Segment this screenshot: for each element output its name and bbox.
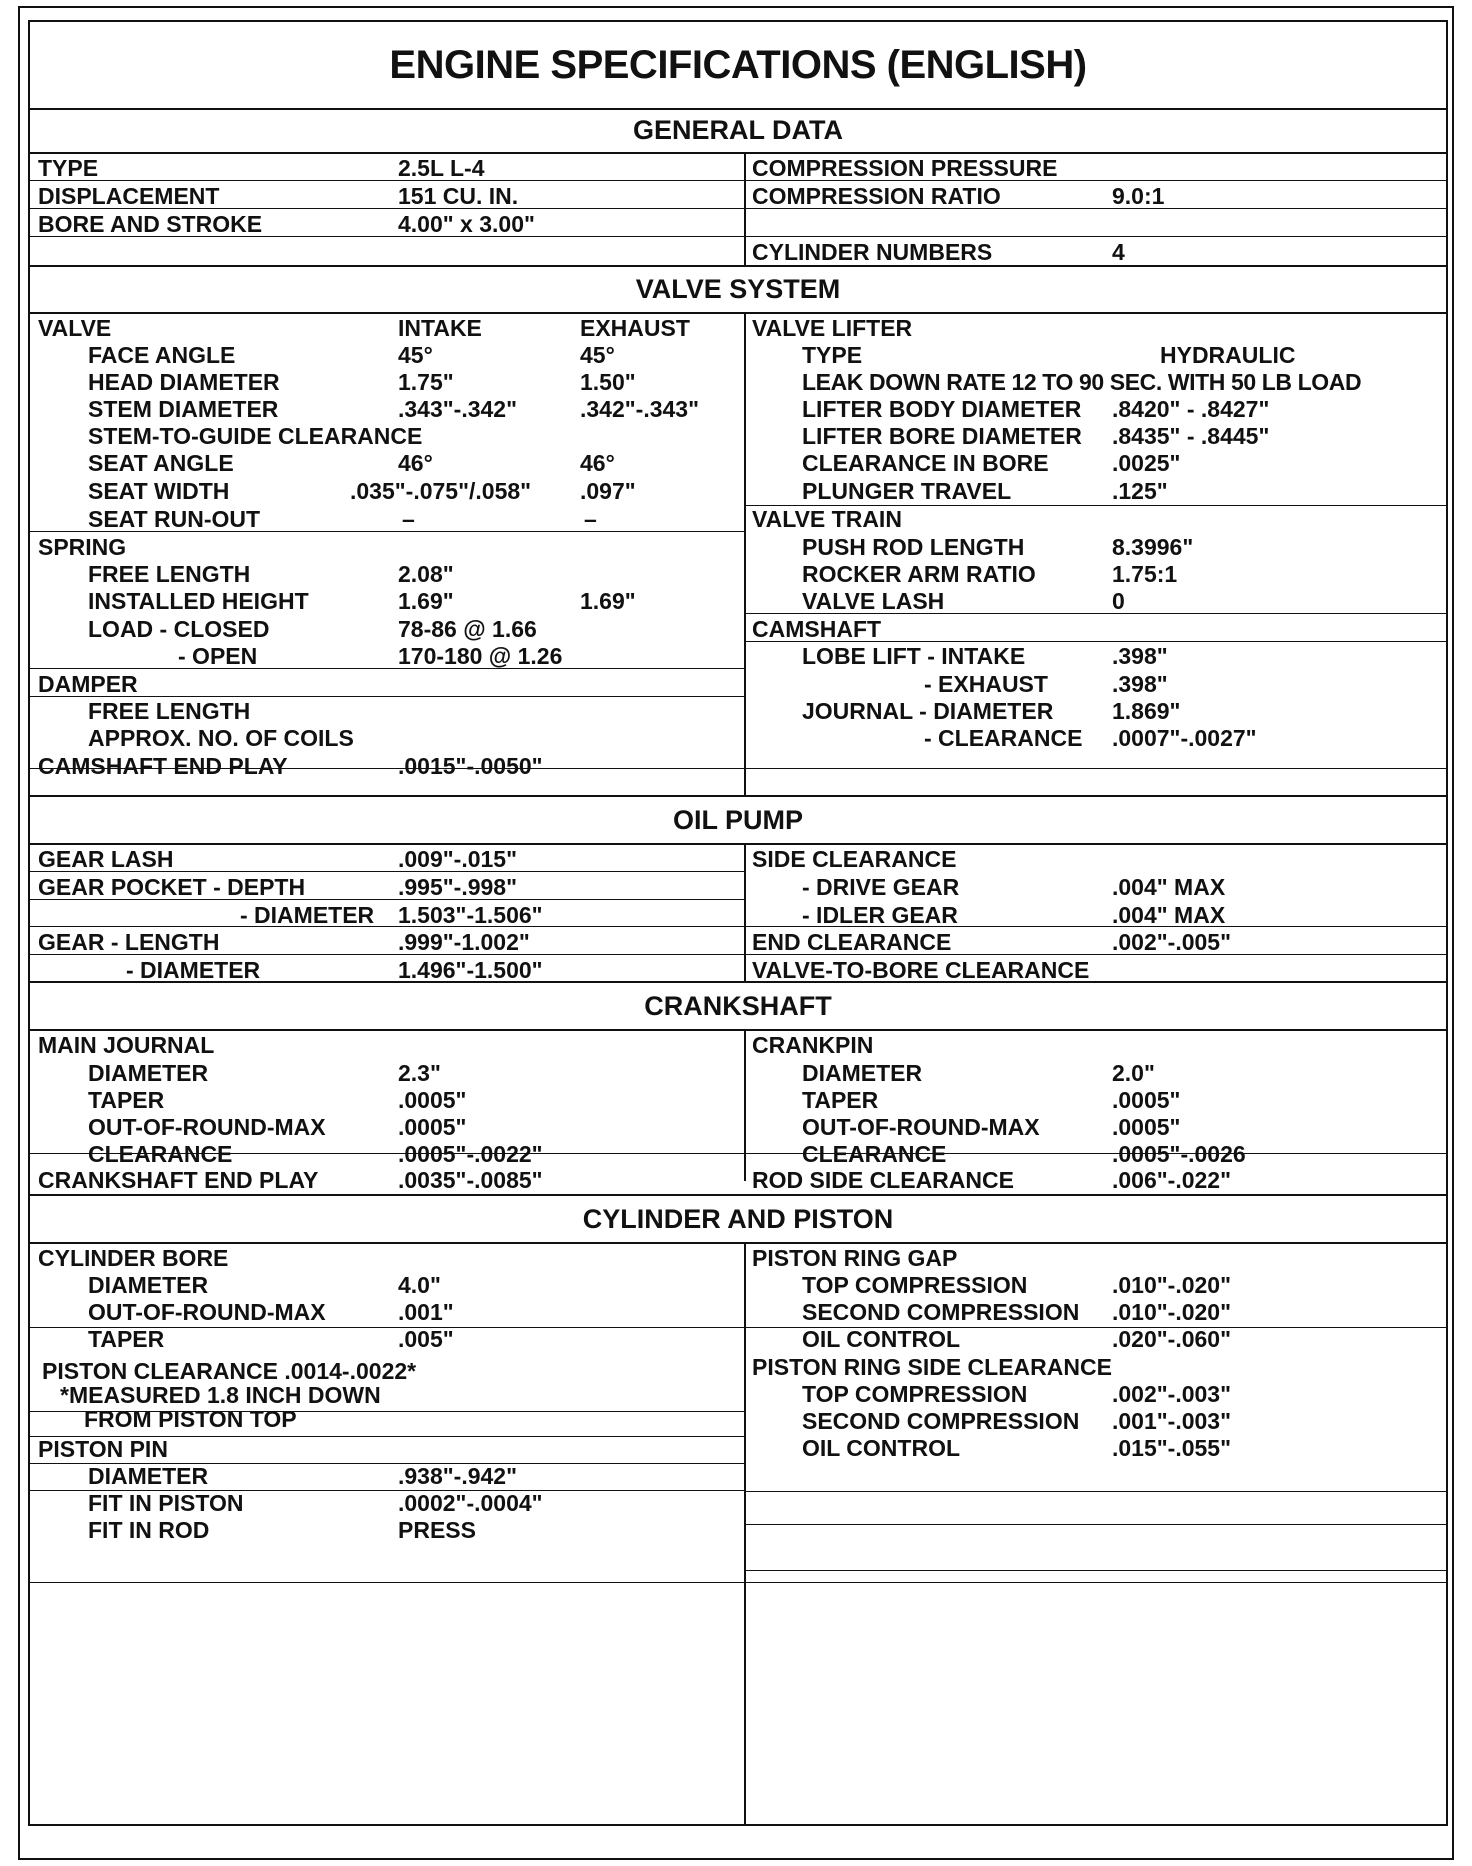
bore-stroke-label: BORE AND STROKE (38, 211, 263, 237)
head-diameter-exhaust: 1.50" (580, 369, 636, 395)
end-clearance-value: .002"-.005" (1112, 929, 1231, 955)
bore-taper-value: .005" (398, 1326, 454, 1352)
bore-diameter-value: 4.0" (398, 1272, 441, 1298)
divider (744, 1029, 746, 1181)
plunger-travel-value: .125" (1112, 478, 1168, 504)
row-rule (744, 1570, 1448, 1571)
seat-angle-label: SEAT ANGLE (88, 450, 234, 476)
row-rule (30, 1582, 1448, 1583)
camshaft-end-play-label: CAMSHAFT END PLAY (38, 753, 288, 779)
divider (744, 312, 746, 796)
spring-free-length-value: 2.08" (398, 561, 454, 587)
valve-lash-label: VALVE LASH (802, 588, 945, 614)
seat-width-exhaust: .097" (580, 478, 636, 504)
journal-clearance-label: - CLEARANCE (924, 725, 1083, 751)
ring-side-clearance-label: PISTON RING SIDE CLEARANCE (752, 1354, 1112, 1380)
bore-stroke-value: 4.00" x 3.00" (398, 211, 535, 237)
side-oil-label: OIL CONTROL (802, 1435, 961, 1461)
row-rule (30, 926, 744, 927)
valve-heading: VALVE SYSTEM (30, 267, 1446, 314)
load-closed-label: LOAD - CLOSED (88, 616, 270, 642)
lifter-body-diameter-label: LIFTER BODY DIAMETER (802, 396, 1082, 422)
gear-lash-value: .009"-.015" (398, 846, 517, 872)
divider (744, 152, 746, 266)
main-diameter-label: DIAMETER (88, 1060, 209, 1086)
drive-gear-label: - DRIVE GEAR (802, 874, 960, 900)
pin-taper-value: .0005" (1112, 1087, 1181, 1113)
spring-free-length-label: FREE LENGTH (88, 561, 251, 587)
piston-pin-label: PISTON PIN (38, 1436, 168, 1462)
load-open-value: 170-180 @ 1.26 (398, 643, 563, 669)
rocker-arm-ratio-value: 1.75:1 (1112, 561, 1178, 587)
pocket-depth-value: .995"-.998" (398, 874, 517, 900)
main-clearance-value: .0005"-.0022" (398, 1141, 543, 1167)
gap-oil-value: .020"-.060" (1112, 1326, 1231, 1352)
intake-header: INTAKE (398, 315, 482, 341)
journal-diameter-value: 1.869" (1112, 698, 1181, 724)
face-angle-exhaust: 45° (580, 342, 615, 368)
row-rule (744, 1491, 1448, 1492)
cylinder-numbers-value: 4 (1112, 239, 1125, 265)
lobe-lift-intake-value: .398" (1112, 643, 1168, 669)
load-open-label: - OPEN (178, 643, 258, 669)
main-clearance-label: CLEARANCE (88, 1141, 233, 1167)
seat-width-label: SEAT WIDTH (88, 478, 230, 504)
main-oor-label: OUT-OF-ROUND-MAX (88, 1114, 326, 1140)
spec-table (28, 20, 1448, 1826)
head-diameter-label: HEAD DIAMETER (88, 369, 280, 395)
seat-runout-intake: – (402, 506, 415, 532)
lifter-type-label: TYPE (802, 342, 863, 368)
lobe-lift-exhaust-value: .398" (1112, 671, 1168, 697)
installed-height-intake: 1.69" (398, 588, 454, 614)
side-top-label: TOP COMPRESSION (802, 1381, 1028, 1407)
main-diameter-value: 2.3" (398, 1060, 441, 1086)
rocker-arm-ratio-label: ROCKER ARM RATIO (802, 561, 1036, 587)
push-rod-length-value: 8.3996" (1112, 534, 1194, 560)
divider (744, 843, 746, 982)
side-top-value: .002"-.003" (1112, 1381, 1231, 1407)
pin-diameter-value: .938"-.942" (398, 1463, 517, 1489)
gap-second-value: .010"-.020" (1112, 1299, 1231, 1325)
load-closed-value: 78-86 @ 1.66 (398, 616, 537, 642)
compression-ratio-value: 9.0:1 (1112, 183, 1165, 209)
journal-clearance-value: .0007"-.0027" (1112, 725, 1257, 751)
fit-in-piston-label: FIT IN PISTON (88, 1490, 244, 1516)
crankpin-label: CRANKPIN (752, 1032, 874, 1058)
spring-label: SPRING (38, 534, 127, 560)
cylinder-numbers-label: CYLINDER NUMBERS (752, 239, 993, 265)
drive-gear-value: .004" MAX (1112, 874, 1226, 900)
bore-oor-label: OUT-OF-ROUND-MAX (88, 1299, 326, 1325)
pocket-diameter-label: - DIAMETER (240, 902, 375, 928)
valve-to-bore-label: VALVE-TO-BORE CLEARANCE (752, 957, 1090, 983)
side-second-value: .001"-.003" (1112, 1408, 1231, 1434)
gap-top-value: .010"-.020" (1112, 1272, 1231, 1298)
lifter-bore-diameter-label: LIFTER BORE DIAMETER (802, 423, 1082, 449)
fit-in-rod-value: PRESS (398, 1517, 476, 1543)
main-oor-value: .0005" (398, 1114, 467, 1140)
coils-label: APPROX. NO. OF COILS (88, 725, 354, 751)
main-journal-label: MAIN JOURNAL (38, 1032, 215, 1058)
push-rod-length-label: PUSH ROD LENGTH (802, 534, 1025, 560)
face-angle-intake: 45° (398, 342, 433, 368)
gear-length-label: GEAR - LENGTH (38, 929, 220, 955)
displacement-value: 151 CU. IN. (398, 183, 519, 209)
compression-ratio-label: COMPRESSION RATIO (752, 183, 1001, 209)
exhaust-header: EXHAUST (580, 315, 690, 341)
plunger-travel-label: PLUNGER TRAVEL (802, 478, 1012, 504)
piston-clearance-label: PISTON CLEARANCE .0014-.0022* (42, 1358, 417, 1384)
lifter-bore-diameter-value: .8435" - .8445" (1112, 423, 1270, 449)
row-rule (744, 1524, 1448, 1525)
stem-diameter-label: STEM DIAMETER (88, 396, 279, 422)
row-rule (744, 768, 1448, 769)
pin-diameter-label: DIAMETER (88, 1463, 209, 1489)
pin-diameter-label: DIAMETER (802, 1060, 923, 1086)
lobe-lift-exhaust-label: - EXHAUST (924, 671, 1048, 697)
gap-second-label: SECOND COMPRESSION (802, 1299, 1080, 1325)
head-diameter-intake: 1.75" (398, 369, 454, 395)
pin-clearance-value: .0005"-.0026 (1112, 1141, 1246, 1167)
pin-oor-value: .0005" (1112, 1114, 1181, 1140)
crankshaft-end-play-label: CRANKSHAFT END PLAY (38, 1167, 319, 1193)
main-taper-label: TAPER (88, 1087, 165, 1113)
fit-in-piston-value: .0002"-.0004" (398, 1490, 543, 1516)
clearance-in-bore-value: .0025" (1112, 450, 1181, 476)
divider (744, 1242, 746, 1826)
bore-oor-value: .001" (398, 1299, 454, 1325)
type-label: TYPE (38, 155, 99, 181)
side-clearance-label: SIDE CLEARANCE (752, 846, 957, 872)
measured-note-line2: FROM PISTON TOP (84, 1406, 297, 1432)
row-rule (30, 180, 744, 181)
damper-label: DAMPER (38, 671, 138, 697)
main-taper-value: .0005" (398, 1087, 467, 1113)
valve-lifter-label: VALVE LIFTER (752, 315, 913, 341)
oil-pump-heading: OIL PUMP (30, 797, 1446, 845)
pin-clearance-label: CLEARANCE (802, 1141, 947, 1167)
damper-free-length-label: FREE LENGTH (88, 698, 251, 724)
side-oil-value: .015"-.055" (1112, 1435, 1231, 1461)
valve-label: VALVE (38, 315, 112, 341)
idler-gear-value: .004" MAX (1112, 902, 1226, 928)
pin-diameter-value: 2.0" (1112, 1060, 1155, 1086)
stem-diameter-intake: .343"-.342" (398, 396, 517, 422)
end-clearance-label: END CLEARANCE (752, 929, 952, 955)
gear-diameter-value: 1.496"-1.500" (398, 957, 543, 983)
leak-down-rate: LEAK DOWN RATE 12 TO 90 SEC. WITH 50 LB LOAD (802, 369, 1362, 395)
row-rule (744, 236, 1448, 237)
type-value: 2.5L L-4 (398, 155, 485, 181)
camshaft-label: CAMSHAFT (752, 616, 882, 642)
face-angle-label: FACE ANGLE (88, 342, 236, 368)
rod-side-clearance-label: ROD SIDE CLEARANCE (752, 1167, 1014, 1193)
valve-lash-value: 0 (1112, 588, 1125, 614)
fit-in-rod-label: FIT IN ROD (88, 1517, 210, 1543)
journal-diameter-label: JOURNAL - DIAMETER (802, 698, 1054, 724)
pocket-diameter-value: 1.503"-1.506" (398, 902, 543, 928)
measured-note-line1: *MEASURED 1.8 INCH DOWN (60, 1382, 381, 1408)
cylinder-piston-heading: CYLINDER AND PISTON (30, 1196, 1446, 1244)
compression-pressure-label: COMPRESSION PRESSURE (752, 155, 1058, 181)
rod-side-clearance-value: .006"-.022" (1112, 1167, 1231, 1193)
cylinder-bore-label: CYLINDER BORE (38, 1245, 229, 1271)
lifter-type-value: HYDRAULIC (1160, 342, 1296, 368)
bore-taper-label: TAPER (88, 1326, 165, 1352)
general-heading: GENERAL DATA (30, 108, 1446, 154)
seat-angle-intake: 46° (398, 450, 433, 476)
seat-runout-exhaust: – (584, 506, 597, 532)
side-second-label: SECOND COMPRESSION (802, 1408, 1080, 1434)
gear-diameter-label: - DIAMETER (126, 957, 261, 983)
installed-height-label: INSTALLED HEIGHT (88, 588, 309, 614)
seat-runout-label: SEAT RUN-OUT (88, 506, 261, 532)
pin-oor-label: OUT-OF-ROUND-MAX (802, 1114, 1040, 1140)
bore-diameter-label: DIAMETER (88, 1272, 209, 1298)
stem-guide-clearance-label: STEM-TO-GUIDE CLEARANCE (88, 423, 423, 449)
seat-angle-exhaust: 46° (580, 450, 615, 476)
lobe-lift-intake-label: LOBE LIFT - INTAKE (802, 643, 1026, 669)
installed-height-exhaust: 1.69" (580, 588, 636, 614)
row-rule (30, 668, 744, 669)
displacement-label: DISPLACEMENT (38, 183, 220, 209)
gap-oil-label: OIL CONTROL (802, 1326, 961, 1352)
seat-width-intake: .035"-.075"/.058" (350, 478, 532, 504)
ring-gap-label: PISTON RING GAP (752, 1245, 958, 1271)
pocket-depth-label: GEAR POCKET - DEPTH (38, 874, 306, 900)
idler-gear-label: - IDLER GEAR (802, 902, 958, 928)
valve-train-label: VALVE TRAIN (752, 506, 902, 532)
page-title: ENGINE SPECIFICATIONS (ENGLISH) (30, 22, 1446, 110)
crankshaft-heading: CRANKSHAFT (30, 983, 1446, 1031)
gear-length-value: .999"-1.002" (398, 929, 530, 955)
gap-top-label: TOP COMPRESSION (802, 1272, 1028, 1298)
pin-taper-label: TAPER (802, 1087, 879, 1113)
lifter-body-diameter-value: .8420" - .8427" (1112, 396, 1270, 422)
gear-lash-label: GEAR LASH (38, 846, 174, 872)
crankshaft-end-play-value: .0035"-.0085" (398, 1167, 543, 1193)
stem-diameter-exhaust: .342"-.343" (580, 396, 699, 422)
clearance-in-bore-label: CLEARANCE IN BORE (802, 450, 1049, 476)
camshaft-end-play-value: .0015"-.0050" (398, 753, 543, 779)
